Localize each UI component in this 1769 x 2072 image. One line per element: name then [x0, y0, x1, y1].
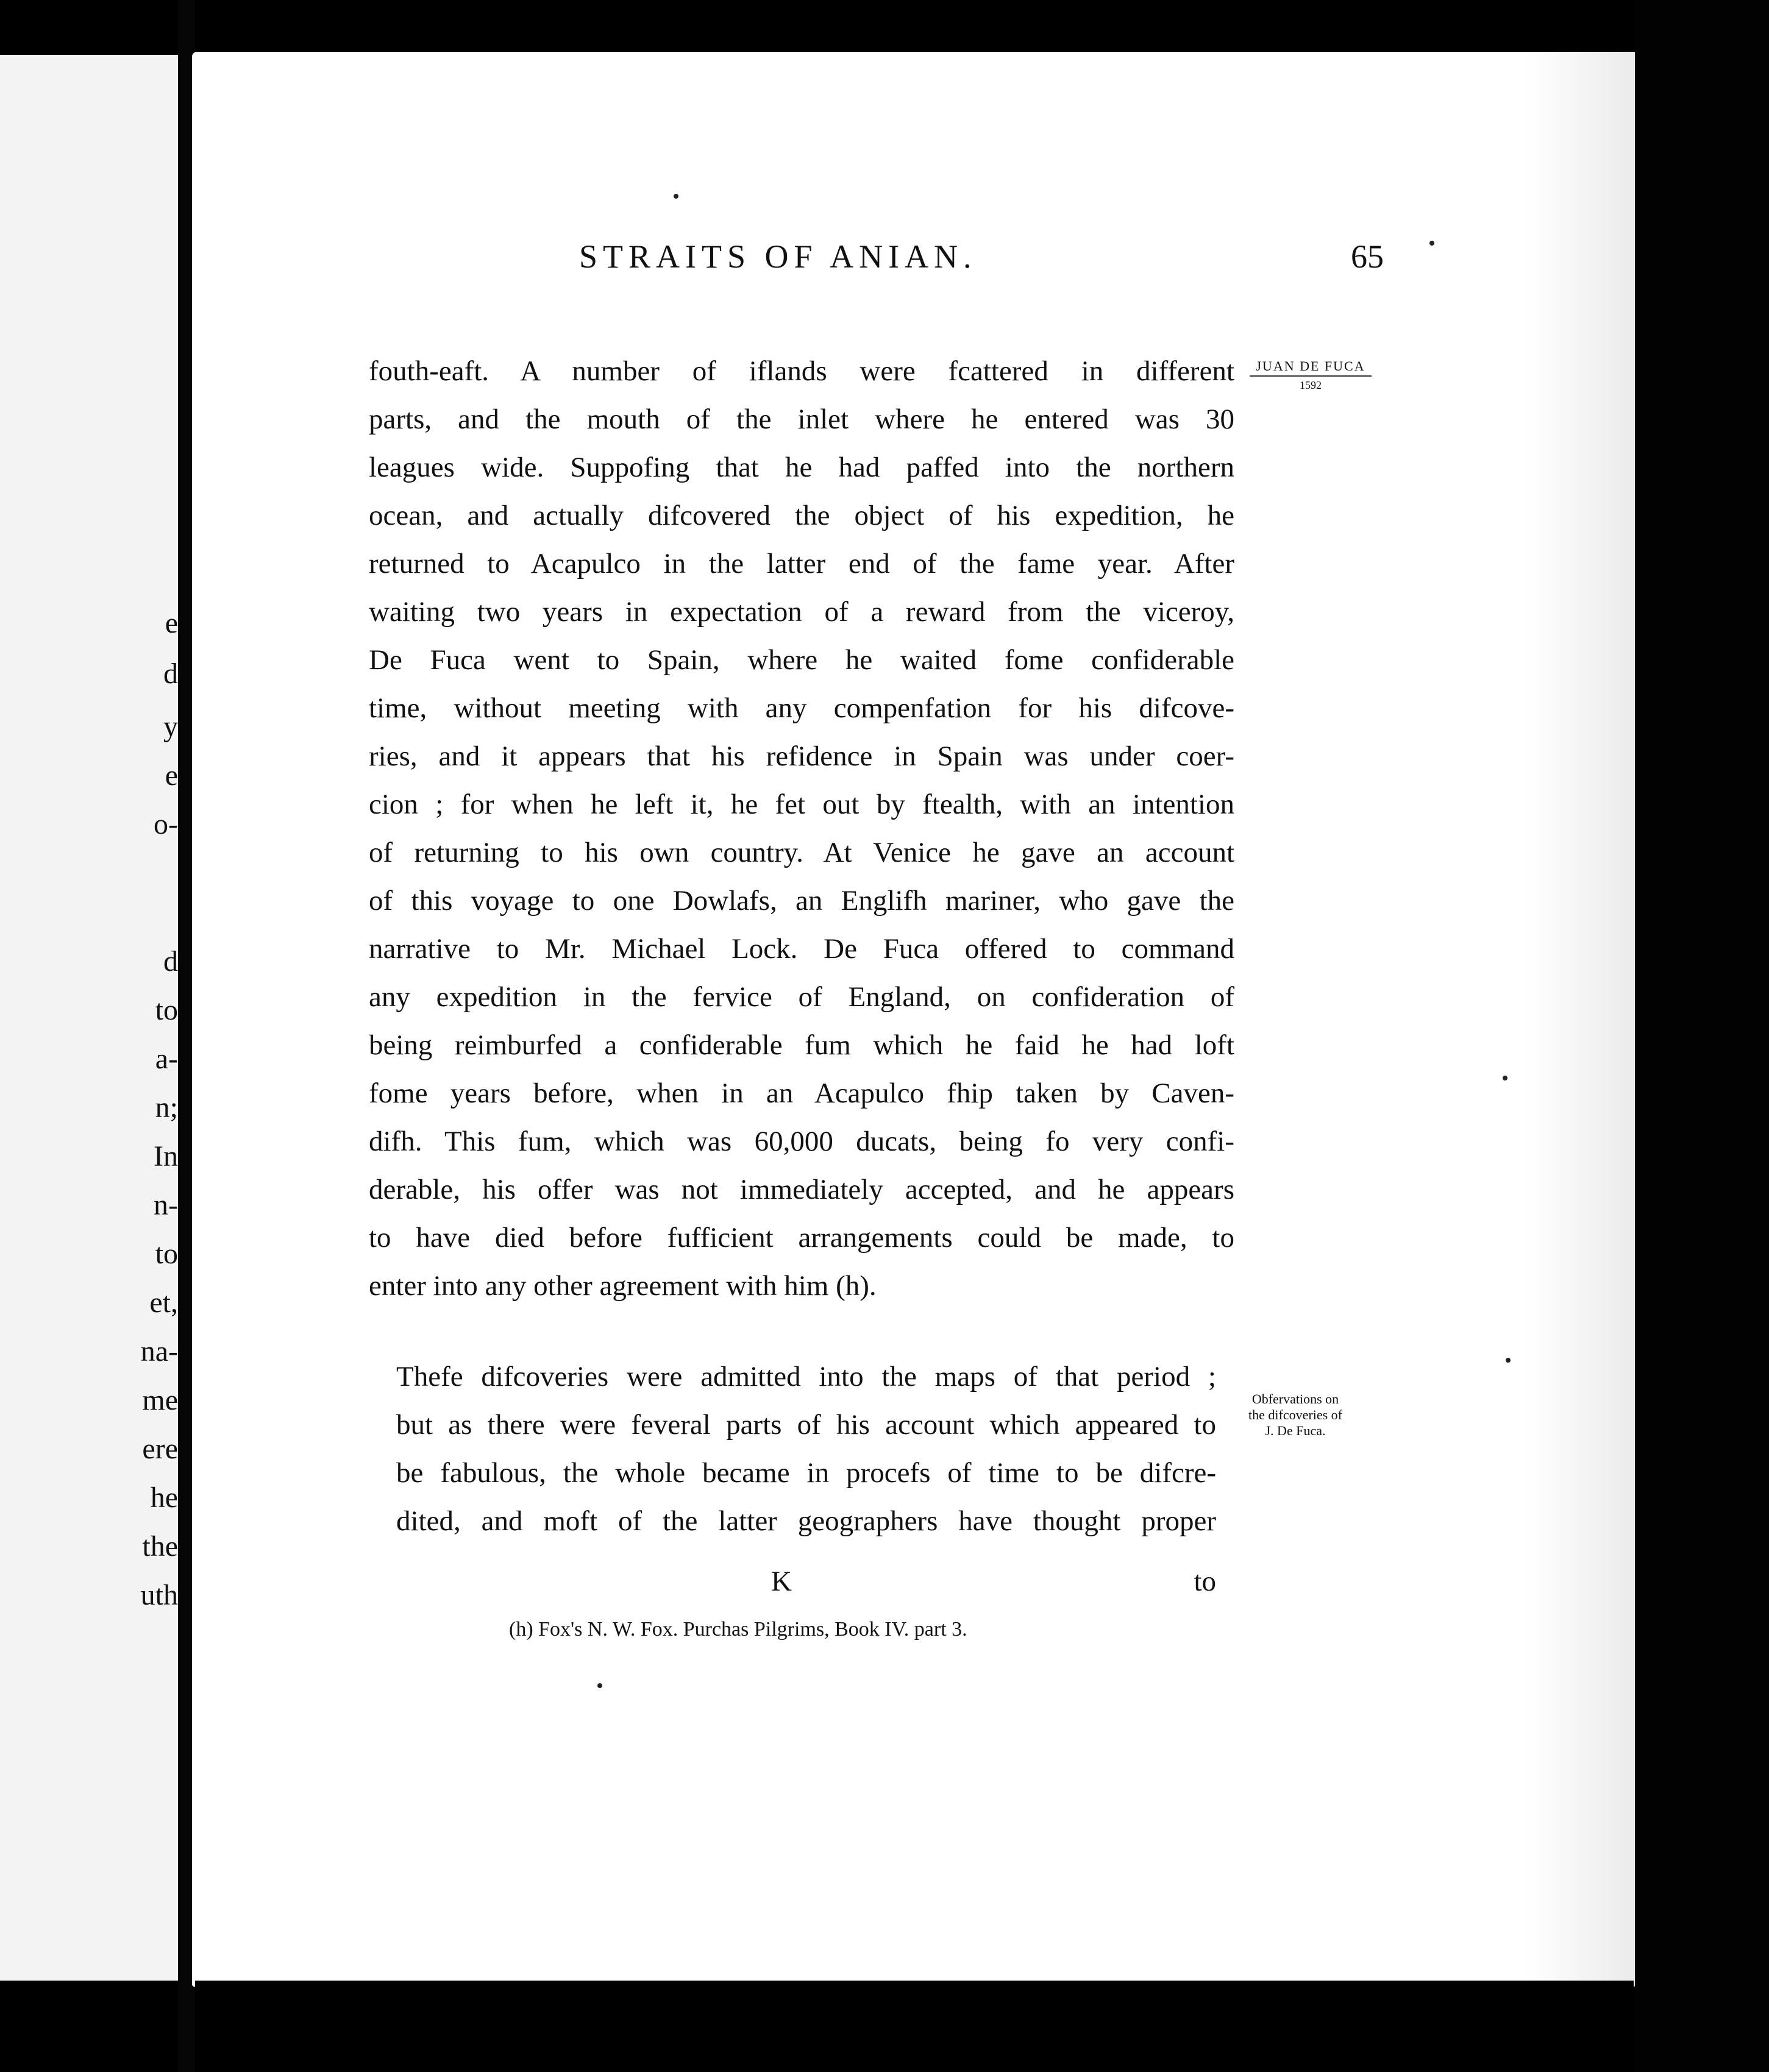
fragment-line: n; [155, 1091, 178, 1124]
text-line: but as there were feveral parts of his account which appeared to [396, 1409, 1216, 1441]
paragraph-gap [369, 1310, 1234, 1353]
margin-note-title: JUAN DE FUCA [1250, 358, 1372, 377]
fragment-line: d [163, 945, 178, 977]
margin-note-year: 1592 [1300, 379, 1322, 391]
text-line: dited, and moft of the latter geographers have thought proper [396, 1505, 1216, 1537]
fragment-line: In [154, 1140, 178, 1173]
body-text [369, 347, 1234, 1545]
text-line: of returning to his own country. At Venice he gave an account [369, 837, 1234, 868]
text-line: ries, and it appears that his refidence in Spain was under coer- [369, 740, 1234, 772]
text-line: difh. This fum, which was 60,000 ducats, being fo very confi- [369, 1126, 1234, 1157]
text-line: being reimburfed a confiderable fum which he faid he had loft [369, 1029, 1234, 1061]
fragment-line: et, [149, 1286, 178, 1319]
text-line: enter into any other agreement with him (h). [369, 1270, 877, 1302]
fragment-line: d [163, 658, 178, 690]
text-line: parts, and the mouth of the inlet where he entered was 30 [369, 403, 1234, 435]
catchword: to [1194, 1566, 1216, 1597]
fragment-line: to [155, 1238, 178, 1270]
text-line: Thefe difcoveries were admitted into the maps of that period ; [396, 1361, 1216, 1393]
facing-page-text-fragments [0, 55, 178, 1981]
fragment-line: e [165, 759, 178, 792]
margin-note-juan-de-fuca [1250, 358, 1372, 392]
text-line: any expedition in the fervice of England, on confideration of [369, 981, 1234, 1013]
fragment-line: e [165, 607, 178, 639]
fragment-line: he [150, 1481, 178, 1514]
page-edge-shading [1527, 52, 1637, 1987]
fragment-line: uth [140, 1579, 178, 1611]
ink-speck [1503, 1076, 1507, 1080]
ink-speck [597, 1683, 602, 1688]
text-line: De Fuca went to Spain, where he waited fome confiderable [369, 644, 1234, 676]
ink-speck [674, 194, 678, 199]
fragment-line: the [142, 1530, 178, 1563]
catchline [369, 1565, 1216, 1614]
text-line: cion ; for when he left it, he fet out by ftealth, with an intention [369, 789, 1234, 820]
fragment-line: to [155, 994, 178, 1026]
fragment-line: me [142, 1384, 178, 1416]
text-line: be fabulous, the whole became in procefs of time to be difcre- [396, 1457, 1216, 1489]
text-line: derable, his offer was not immediately accepted, and he appears [369, 1174, 1234, 1205]
ink-speck [1429, 241, 1434, 246]
text-line: of this voyage to one Dowlafs, an Englifh mariner, who gave the [369, 885, 1234, 917]
running-title: STRAITS OF ANIAN. [579, 238, 977, 275]
text-line: to have died before fufficient arrangements could be made, to [369, 1222, 1234, 1254]
ink-speck [1506, 1358, 1511, 1363]
paragraph-2 [369, 1353, 1216, 1545]
text-line: returned to Acapulco in the latter end of the fame year. After [369, 548, 1234, 580]
fragment-line: n- [154, 1189, 178, 1221]
footnote: (h) Fox's N. W. Fox. Purchas Pilgrims, Book IV. part 3. [509, 1618, 967, 1641]
bottom-shadow [195, 1981, 1634, 2072]
margin-note-line: J. De Fuca. [1265, 1423, 1326, 1438]
margin-note-line: Obfervations on [1251, 1391, 1339, 1407]
text-line: time, without meeting with any compenfation for his difcove- [369, 692, 1234, 724]
text-line: waiting two years in expectation of a reward from the viceroy, [369, 596, 1234, 628]
margin-note-line: the difcoveries of [1248, 1407, 1342, 1422]
page-header [384, 238, 1384, 286]
paragraph-1 [369, 347, 1234, 1310]
fragment-line: y [163, 711, 178, 743]
facing-page-left [0, 55, 180, 1981]
text-line: leagues wide. Suppofing that he had paffed into the northern [369, 452, 1234, 483]
fragment-line: ere [142, 1433, 178, 1465]
signature-mark: K [771, 1566, 792, 1597]
text-line: ocean, and actually difcovered the object of his expedition, he [369, 500, 1234, 531]
text-line: fouth-eaft. A number of iflands were fcattered in different [369, 355, 1234, 387]
margin-note-observations [1225, 1391, 1365, 1439]
fragment-line: o- [154, 808, 178, 840]
fragment-line: na- [140, 1335, 178, 1368]
dark-binding-edge [1635, 0, 1769, 2072]
text-line: fome years before, when in an Acapulco fhip taken by Caven- [369, 1077, 1234, 1109]
text-line: narrative to Mr. Michael Lock. De Fuca offered to command [369, 933, 1234, 965]
fragment-line: a- [155, 1043, 178, 1075]
page-number: 65 [1351, 238, 1384, 275]
